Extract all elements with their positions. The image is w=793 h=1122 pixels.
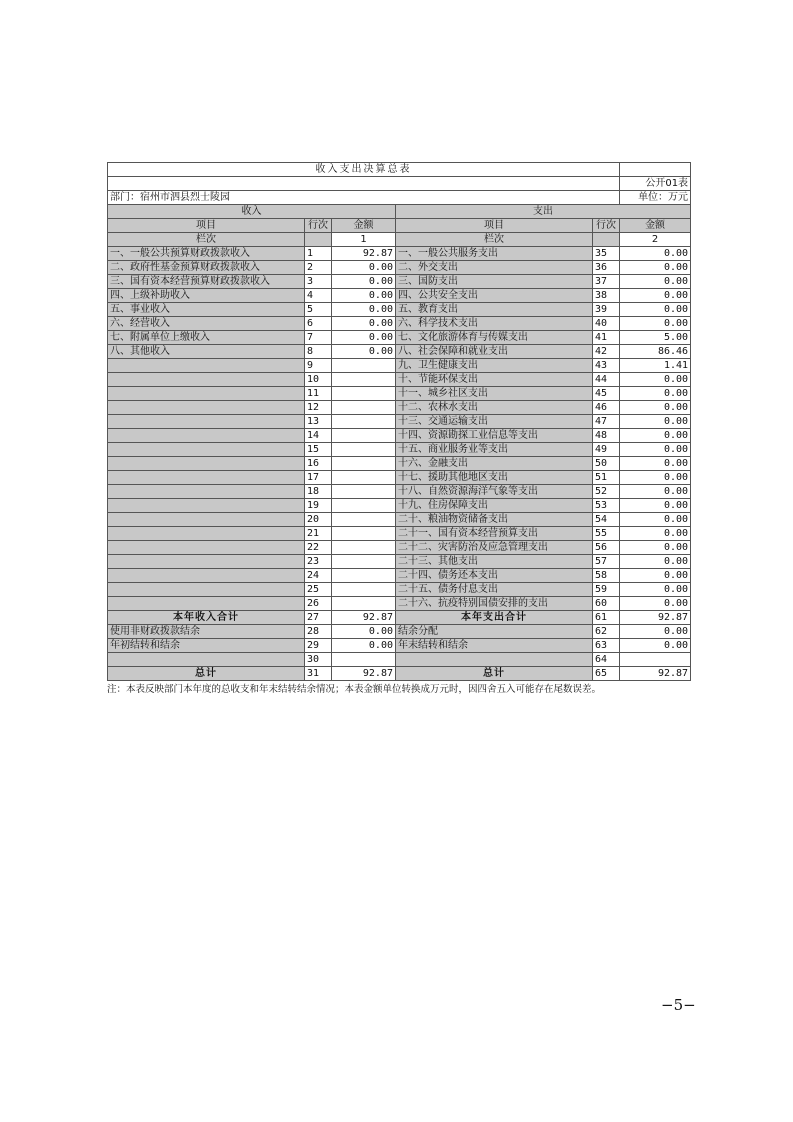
income-row-no: 14 [305, 429, 332, 443]
income-item [108, 429, 305, 443]
expense-item: 十三、交通运输支出 [396, 415, 593, 429]
income-item: 四、上级补助收入 [108, 289, 305, 303]
expense-amount: 0.00 [620, 569, 691, 583]
income-row-no: 8 [305, 345, 332, 359]
expense-row-no: 51 [593, 471, 620, 485]
income-row-no: 1 [305, 247, 332, 261]
income-amount: 0.00 [332, 625, 396, 639]
income-row-no: 9 [305, 359, 332, 373]
income-row-no: 18 [305, 485, 332, 499]
income-amount [332, 653, 396, 667]
expense-row-no: 45 [593, 387, 620, 401]
income-row-no: 19 [305, 499, 332, 513]
income-amount [332, 583, 396, 597]
income-item: 八、其他收入 [108, 345, 305, 359]
income-amount: 0.00 [332, 317, 396, 331]
table-title: 收入支出决算总表 [108, 163, 620, 177]
expense-row-no: 36 [593, 261, 620, 275]
table-row [108, 303, 691, 317]
expense-item: 二十一、国有资本经营预算支出 [396, 527, 593, 541]
expense-item: 十五、商业服务业等支出 [396, 443, 593, 457]
income-row-no: 26 [305, 597, 332, 611]
expense-item: 十八、自然资源海洋气象等支出 [396, 485, 593, 499]
income-amount [332, 527, 396, 541]
expense-amount-header: 金额 [620, 219, 691, 233]
income-item: 五、事业收入 [108, 303, 305, 317]
table-row [108, 401, 691, 415]
expense-item: 六、科学技术支出 [396, 317, 593, 331]
income-item [108, 597, 305, 611]
income-row-no: 5 [305, 303, 332, 317]
expense-row-no: 48 [593, 429, 620, 443]
expense-row-no: 50 [593, 457, 620, 471]
expense-amount: 5.00 [620, 331, 691, 345]
income-item [108, 583, 305, 597]
expense-item: 二、外交支出 [396, 261, 593, 275]
income-row-no: 24 [305, 569, 332, 583]
expense-amount: 0.00 [620, 303, 691, 317]
income-item [108, 527, 305, 541]
expense-item: 五、教育支出 [396, 303, 593, 317]
table-row [108, 429, 691, 443]
table-row [108, 415, 691, 429]
table-row [108, 667, 691, 681]
expense-row-no: 54 [593, 513, 620, 527]
income-row-no: 6 [305, 317, 332, 331]
income-item-header: 项目 [108, 219, 305, 233]
expense-amount: 0.00 [620, 289, 691, 303]
income-item [108, 387, 305, 401]
table-row [108, 261, 691, 275]
income-amount: 0.00 [332, 275, 396, 289]
expense-item [396, 653, 593, 667]
income-amount [332, 443, 396, 457]
income-amount: 0.00 [332, 261, 396, 275]
expense-item-header: 项目 [396, 219, 593, 233]
table-row [108, 331, 691, 345]
income-column-number: 1 [332, 233, 396, 247]
income-amount: 0.00 [332, 639, 396, 653]
summary-sheet [107, 162, 690, 695]
income-row-no: 29 [305, 639, 332, 653]
table-row [108, 639, 691, 653]
income-row-no: 25 [305, 583, 332, 597]
income-row-no: 2 [305, 261, 332, 275]
income-row-no: 30 [305, 653, 332, 667]
table-note: 注：本表反映部门本年度的总收支和年末结转结余情况；本表金额单位转换成万元时，因四舍五入可能存在尾数误差。 [107, 684, 602, 695]
expense-row-no: 38 [593, 289, 620, 303]
table-row [108, 471, 691, 485]
expense-row-no: 56 [593, 541, 620, 555]
expense-amount: 0.00 [620, 275, 691, 289]
table-row [108, 597, 691, 611]
income-item: 总计 [108, 667, 305, 681]
expense-amount: 0.00 [620, 247, 691, 261]
income-item [108, 555, 305, 569]
income-item: 本年收入合计 [108, 611, 305, 625]
income-item [108, 373, 305, 387]
expense-amount: 0.00 [620, 387, 691, 401]
expense-row-no: 37 [593, 275, 620, 289]
income-expense-table [107, 162, 691, 681]
income-row-no: 10 [305, 373, 332, 387]
expense-item: 二十四、债务还本支出 [396, 569, 593, 583]
income-row-no: 4 [305, 289, 332, 303]
expense-item: 七、文化旅游体育与传媒支出 [396, 331, 593, 345]
expense-amount: 0.00 [620, 429, 691, 443]
table-row [108, 247, 691, 261]
expense-row-no: 41 [593, 331, 620, 345]
income-amount [332, 555, 396, 569]
expense-item: 八、社会保障和就业支出 [396, 345, 593, 359]
income-item [108, 499, 305, 513]
expense-amount: 0.00 [620, 317, 691, 331]
income-row-no: 3 [305, 275, 332, 289]
income-item [108, 443, 305, 457]
table-row [108, 541, 691, 555]
income-amount: 0.00 [332, 345, 396, 359]
income-amount [332, 415, 396, 429]
expense-amount: 0.00 [620, 443, 691, 457]
income-amount [332, 387, 396, 401]
income-item [108, 541, 305, 555]
expense-amount: 0.00 [620, 597, 691, 611]
expense-item: 二十五、债务付息支出 [396, 583, 593, 597]
expense-row-no: 43 [593, 359, 620, 373]
income-item: 三、国有资本经营预算财政拨款收入 [108, 275, 305, 289]
expense-row-no: 49 [593, 443, 620, 457]
income-item [108, 569, 305, 583]
income-row-no: 20 [305, 513, 332, 527]
income-amount [332, 513, 396, 527]
income-item [108, 513, 305, 527]
expense-amount: 0.00 [620, 527, 691, 541]
table-row [108, 583, 691, 597]
income-amount [332, 373, 396, 387]
expense-row-no: 58 [593, 569, 620, 583]
expense-row-no: 53 [593, 499, 620, 513]
income-item: 年初结转和结余 [108, 639, 305, 653]
income-row-no: 16 [305, 457, 332, 471]
expense-item: 十四、资源勘探工业信息等支出 [396, 429, 593, 443]
table-row [108, 275, 691, 289]
income-row-no: 7 [305, 331, 332, 345]
expense-amount: 0.00 [620, 415, 691, 429]
expense-amount: 92.87 [620, 611, 691, 625]
expense-row-no: 62 [593, 625, 620, 639]
expense-row-no: 39 [593, 303, 620, 317]
table-row [108, 513, 691, 527]
income-row-no: 22 [305, 541, 332, 555]
expense-item: 十九、住房保障支出 [396, 499, 593, 513]
expense-amount: 0.00 [620, 513, 691, 527]
unit-label: 单位：万元 [620, 191, 691, 205]
expense-item: 总计 [396, 667, 593, 681]
expense-amount: 1.41 [620, 359, 691, 373]
expense-item: 十七、援助其他地区支出 [396, 471, 593, 485]
income-item: 一、一般公共预算财政拨款收入 [108, 247, 305, 261]
table-row [108, 443, 691, 457]
income-item [108, 457, 305, 471]
income-item [108, 415, 305, 429]
income-amount: 0.00 [332, 331, 396, 345]
table-row [108, 289, 691, 303]
expense-amount: 86.46 [620, 345, 691, 359]
table-row [108, 359, 691, 373]
expense-row-no: 59 [593, 583, 620, 597]
income-amount [332, 471, 396, 485]
income-amount [332, 569, 396, 583]
expense-row-no: 63 [593, 639, 620, 653]
expense-item: 十、节能环保支出 [396, 373, 593, 387]
income-amount: 0.00 [332, 303, 396, 317]
income-item [108, 653, 305, 667]
income-row-no: 11 [305, 387, 332, 401]
page-number: −5− [661, 996, 696, 1014]
table-row [108, 317, 691, 331]
expense-amount: 0.00 [620, 471, 691, 485]
expense-amount: 0.00 [620, 499, 691, 513]
table-row [108, 653, 691, 667]
income-amount [332, 429, 396, 443]
expense-item: 结余分配 [396, 625, 593, 639]
income-item: 六、经营收入 [108, 317, 305, 331]
expense-row-no-header: 行次 [593, 219, 620, 233]
income-amount-header: 金额 [332, 219, 396, 233]
table-row [108, 611, 691, 625]
expense-row-no: 64 [593, 653, 620, 667]
income-item: 七、附属单位上缴收入 [108, 331, 305, 345]
expense-amount: 0.00 [620, 401, 691, 415]
table-row [108, 499, 691, 513]
income-amount: 92.87 [332, 247, 396, 261]
expense-item: 十二、农林水支出 [396, 401, 593, 415]
income-row-no-header: 行次 [305, 219, 332, 233]
expense-row-no: 46 [593, 401, 620, 415]
expense-item: 三、国防支出 [396, 275, 593, 289]
expense-amount: 0.00 [620, 583, 691, 597]
expense-amount: 0.00 [620, 457, 691, 471]
income-amount [332, 499, 396, 513]
expense-row-no: 61 [593, 611, 620, 625]
table-row [108, 625, 691, 639]
expense-item: 年末结转和结余 [396, 639, 593, 653]
expense-amount: 0.00 [620, 373, 691, 387]
expense-amount: 0.00 [620, 639, 691, 653]
income-row-no: 28 [305, 625, 332, 639]
expense-item: 十一、城乡社区支出 [396, 387, 593, 401]
income-row-no: 13 [305, 415, 332, 429]
income-amount [332, 541, 396, 555]
expense-column-number: 2 [620, 233, 691, 247]
expense-amount [620, 653, 691, 667]
table-row [108, 373, 691, 387]
expense-item: 四、公共安全支出 [396, 289, 593, 303]
income-amount [332, 359, 396, 373]
expense-item: 二十三、其他支出 [396, 555, 593, 569]
expense-amount: 0.00 [620, 541, 691, 555]
table-row [108, 555, 691, 569]
table-row [108, 457, 691, 471]
expense-row-no: 47 [593, 415, 620, 429]
expense-amount: 92.87 [620, 667, 691, 681]
department-label: 部门：宿州市泗县烈士陵园 [108, 191, 620, 205]
income-row-no: 12 [305, 401, 332, 415]
table-row [108, 387, 691, 401]
table-body [108, 163, 691, 681]
income-header: 收入 [108, 205, 396, 219]
income-amount [332, 485, 396, 499]
expense-amount: 0.00 [620, 625, 691, 639]
income-amount: 0.00 [332, 289, 396, 303]
expense-item: 九、卫生健康支出 [396, 359, 593, 373]
income-item: 二、政府性基金预算财政拨款收入 [108, 261, 305, 275]
income-amount [332, 401, 396, 415]
income-item [108, 359, 305, 373]
income-amount: 92.87 [332, 667, 396, 681]
expense-column-label: 栏次 [396, 233, 593, 247]
income-item [108, 471, 305, 485]
income-amount [332, 457, 396, 471]
expense-row-no: 52 [593, 485, 620, 499]
income-row-no: 23 [305, 555, 332, 569]
expense-header: 支出 [396, 205, 691, 219]
expense-item: 一、一般公共服务支出 [396, 247, 593, 261]
table-row [108, 345, 691, 359]
expense-row-no: 55 [593, 527, 620, 541]
income-amount: 92.87 [332, 611, 396, 625]
expense-row-no: 44 [593, 373, 620, 387]
expense-row-no: 35 [593, 247, 620, 261]
income-row-no: 27 [305, 611, 332, 625]
income-item: 使用非财政拨款结余 [108, 625, 305, 639]
expense-row-no: 40 [593, 317, 620, 331]
income-row-no: 21 [305, 527, 332, 541]
expense-row-no: 60 [593, 597, 620, 611]
expense-item: 十六、金融支出 [396, 457, 593, 471]
income-item [108, 401, 305, 415]
expense-item: 二十二、灾害防治及应急管理支出 [396, 541, 593, 555]
expense-amount: 0.00 [620, 485, 691, 499]
income-column-label: 栏次 [108, 233, 305, 247]
expense-amount: 0.00 [620, 555, 691, 569]
expense-amount: 0.00 [620, 261, 691, 275]
form-code: 公开01表 [620, 177, 691, 191]
expense-row-no: 42 [593, 345, 620, 359]
income-item [108, 485, 305, 499]
income-row-no: 15 [305, 443, 332, 457]
expense-item: 二十六、抗疫特别国债安排的支出 [396, 597, 593, 611]
income-row-no: 31 [305, 667, 332, 681]
table-row [108, 527, 691, 541]
expense-item: 二十、粮油物资储备支出 [396, 513, 593, 527]
income-row-no: 17 [305, 471, 332, 485]
expense-item: 本年支出合计 [396, 611, 593, 625]
income-amount [332, 597, 396, 611]
expense-row-no: 57 [593, 555, 620, 569]
table-row [108, 569, 691, 583]
table-row [108, 485, 691, 499]
expense-row-no: 65 [593, 667, 620, 681]
